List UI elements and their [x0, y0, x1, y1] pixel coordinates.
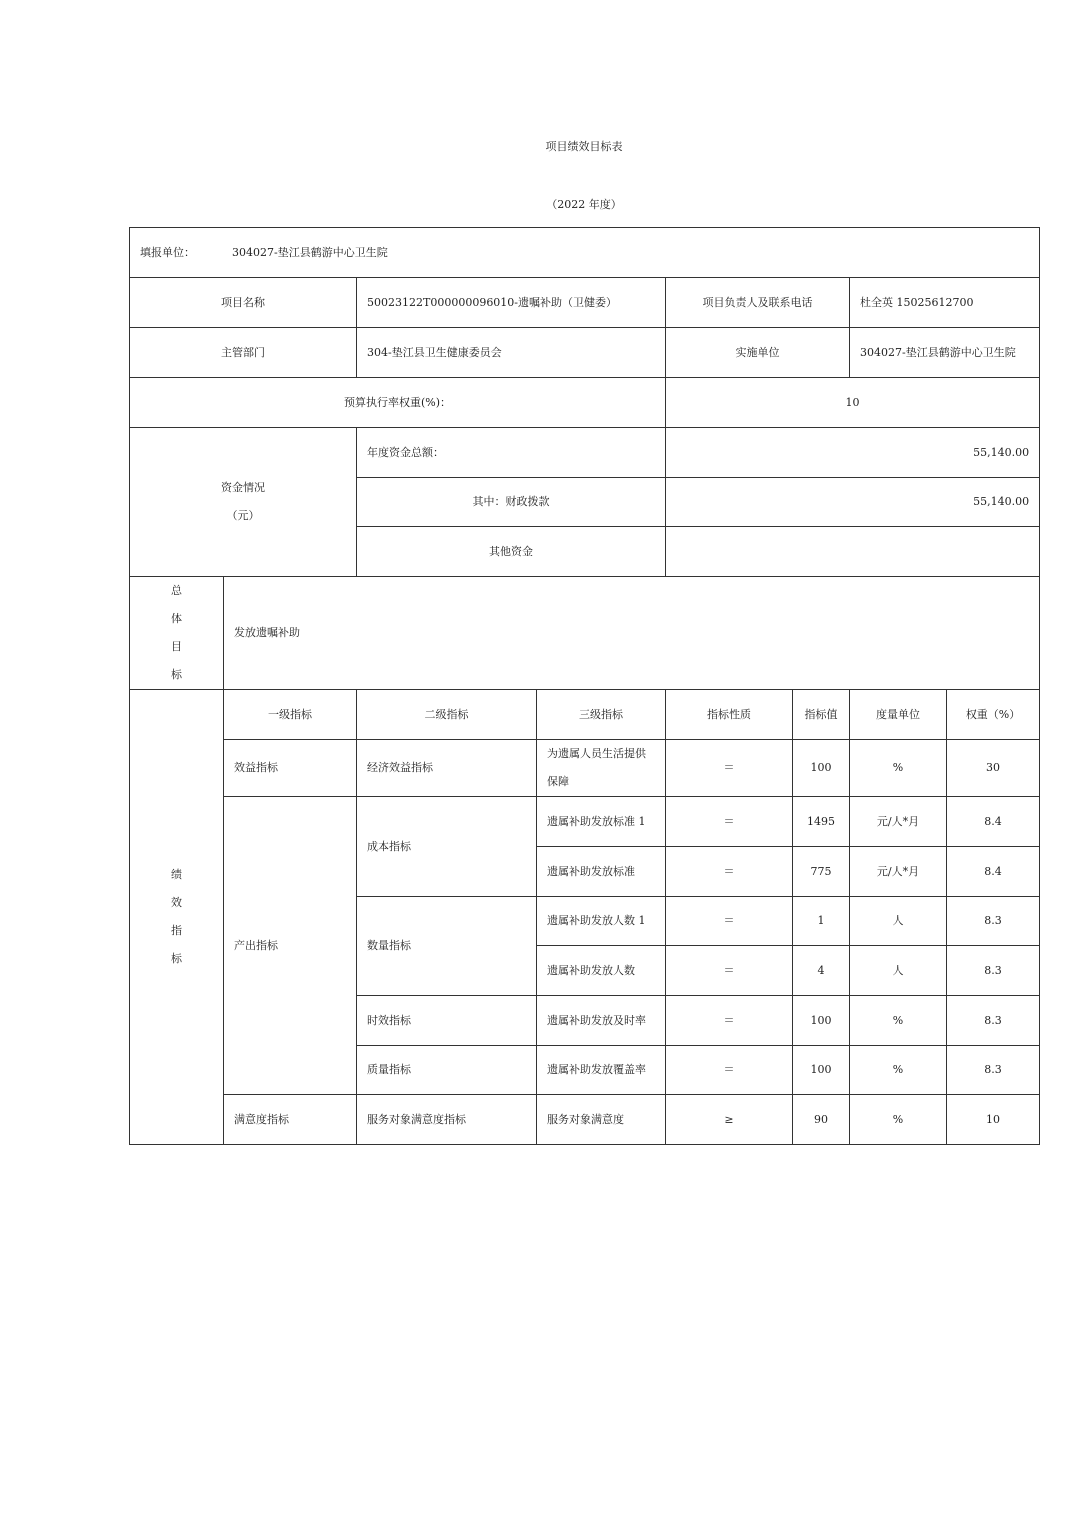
performance-char: 绩 — [171, 868, 182, 881]
header-unit: 度量单位 — [850, 690, 947, 740]
quality-nature: ＝ — [666, 1046, 793, 1095]
header-nature: 指标性质 — [666, 690, 793, 740]
funds-label-line2: （元） — [226, 509, 260, 522]
cost-weight: 8.4 — [947, 847, 1040, 897]
fill-unit-value: 304027-垫江县鹤游中心卫生院 — [232, 245, 388, 259]
cost-unit: 元/人*月 — [850, 847, 947, 897]
cost-nature: ＝ — [666, 797, 793, 847]
cost-unit: 元/人*月 — [850, 797, 947, 847]
department-label: 主管部门 — [130, 328, 357, 378]
quality-value: 100 — [793, 1046, 850, 1095]
cost-level3: 遗属补助发放标准 1 — [537, 797, 666, 847]
indicator-header-row — [130, 690, 1040, 740]
quantity-level2: 数量指标 — [357, 897, 537, 996]
quantity-nature: ＝ — [666, 897, 793, 946]
impl-unit-label: 实施单位 — [666, 328, 850, 378]
header-level1: 一级指标 — [224, 690, 357, 740]
timeliness-nature: ＝ — [666, 996, 793, 1046]
quantity-nature: ＝ — [666, 946, 793, 996]
performance-char: 效 — [171, 896, 182, 909]
funds-fiscal-value: 55,140.00 — [666, 478, 1040, 527]
page-year: （2022 年度） — [546, 198, 622, 211]
cost-level3: 遗属补助发放标准 — [537, 847, 666, 897]
satisfaction-level1: 满意度指标 — [224, 1095, 357, 1145]
quantity-weight: 8.3 — [947, 897, 1040, 946]
header-level3: 三级指标 — [537, 690, 666, 740]
quality-level3: 遗属补助发放覆盖率 — [537, 1046, 666, 1095]
overall-goal-char: 标 — [171, 668, 182, 681]
satisfaction-level2: 服务对象满意度指标 — [357, 1095, 537, 1145]
benefit-level3: 为遗属人员生活提供保障 — [537, 740, 666, 797]
budget-weight-label: 预算执行率权重(%)： — [130, 378, 666, 428]
header-value: 指标值 — [793, 690, 850, 740]
quantity-value: 4 — [793, 946, 850, 996]
quantity-unit: 人 — [850, 897, 947, 946]
funds-label — [130, 428, 357, 577]
funds-total-label: 年度资金总额： — [357, 428, 666, 478]
benefit-weight: 30 — [947, 740, 1040, 797]
funds-label-line1: 资金情况 — [221, 481, 265, 494]
satisfaction-value: 90 — [793, 1095, 850, 1145]
table-row — [130, 797, 1040, 847]
funds-other-value — [666, 527, 1040, 577]
cost-level2: 成本指标 — [357, 797, 537, 897]
performance-target-table — [129, 227, 1040, 1145]
cost-weight: 8.4 — [947, 797, 1040, 847]
output-level1: 产出指标 — [224, 797, 357, 1095]
quantity-unit: 人 — [850, 946, 947, 996]
fill-unit-cell — [130, 228, 1040, 278]
page-title: 项目绩效目标表 — [545, 140, 623, 153]
overall-goal-char: 目 — [171, 640, 182, 653]
project-name-value: 50023122T000000096010-遗嘱补助（卫健委） — [357, 278, 666, 328]
satisfaction-level3: 服务对象满意度 — [537, 1095, 666, 1145]
timeliness-value: 100 — [793, 996, 850, 1046]
performance-label — [130, 690, 224, 1145]
quantity-level3: 遗属补助发放人数 — [537, 946, 666, 996]
quality-unit: % — [850, 1046, 947, 1095]
department-row — [130, 328, 1040, 378]
overall-goal-text: 发放遗嘱补助 — [224, 577, 1040, 690]
project-name-label: 项目名称 — [130, 278, 357, 328]
timeliness-level2: 时效指标 — [357, 996, 537, 1046]
budget-weight-row — [130, 378, 1040, 428]
quantity-weight: 8.3 — [947, 946, 1040, 996]
cost-value: 1495 — [793, 797, 850, 847]
budget-weight-value: 10 — [666, 378, 1040, 428]
cost-value: 775 — [793, 847, 850, 897]
fill-unit-label: 填报单位： — [140, 245, 195, 259]
quality-level2: 质量指标 — [357, 1046, 537, 1095]
benefit-level2: 经济效益指标 — [357, 740, 537, 797]
satisfaction-nature: ≥ — [666, 1095, 793, 1145]
satisfaction-unit: % — [850, 1095, 947, 1145]
quantity-value: 1 — [793, 897, 850, 946]
funds-total-value: 55,140.00 — [666, 428, 1040, 478]
header-weight: 权重（%） — [947, 690, 1040, 740]
overall-goal-char: 体 — [171, 612, 182, 625]
fill-unit-row — [130, 228, 1040, 278]
satisfaction-weight: 10 — [947, 1095, 1040, 1145]
timeliness-weight: 8.3 — [947, 996, 1040, 1046]
project-row — [130, 278, 1040, 328]
cost-nature: ＝ — [666, 847, 793, 897]
funds-total-row — [130, 428, 1040, 478]
table-row — [130, 740, 1040, 797]
overall-goal-char: 总 — [171, 584, 182, 597]
impl-unit-value: 304027-垫江县鹤游中心卫生院 — [850, 328, 1040, 378]
timeliness-level3: 遗属补助发放及时率 — [537, 996, 666, 1046]
project-contact-value: 杜全英 15025612700 — [850, 278, 1040, 328]
performance-char: 指 — [171, 924, 182, 937]
overall-goal-label — [130, 577, 224, 690]
table-row — [130, 1095, 1040, 1145]
quality-weight: 8.3 — [947, 1046, 1040, 1095]
timeliness-unit: % — [850, 996, 947, 1046]
department-value: 304-垫江县卫生健康委员会 — [357, 328, 666, 378]
project-contact-label: 项目负责人及联系电话 — [666, 278, 850, 328]
header-level2: 二级指标 — [357, 690, 537, 740]
overall-goal-row — [130, 577, 1040, 690]
funds-fiscal-label: 其中：财政拨款 — [357, 478, 666, 527]
funds-other-label: 其他资金 — [357, 527, 666, 577]
benefit-unit: % — [850, 740, 947, 797]
performance-char: 标 — [171, 952, 182, 965]
benefit-nature: ＝ — [666, 740, 793, 797]
benefit-value: 100 — [793, 740, 850, 797]
quantity-level3: 遗属补助发放人数 1 — [537, 897, 666, 946]
benefit-level1: 效益指标 — [224, 740, 357, 797]
